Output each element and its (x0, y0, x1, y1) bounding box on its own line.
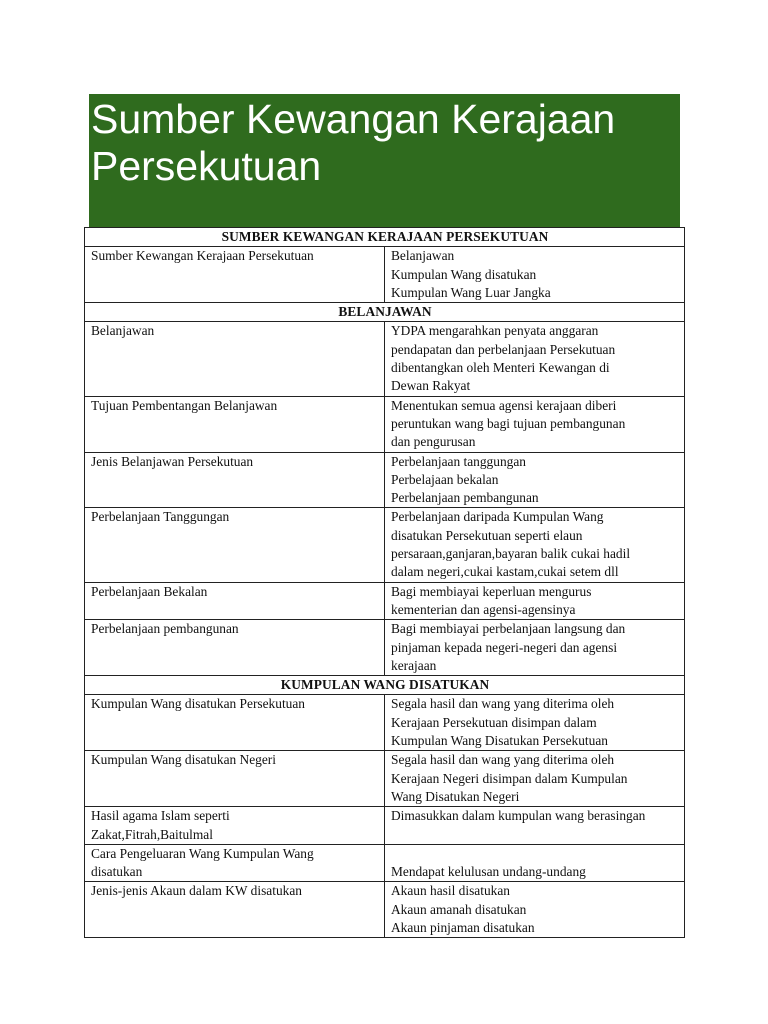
table-row (85, 582, 685, 620)
term-text: Zakat,Fitrah,Baitulmal (91, 826, 213, 842)
description-text: Perbelanjaan pembangunan (391, 490, 539, 506)
description-text: YDPA mengarahkan penyata anggaran (391, 323, 599, 339)
description-cell (385, 452, 685, 508)
description-cell (385, 882, 685, 938)
term-cell (85, 582, 385, 620)
description-text: Segala hasil dan wang yang diterima oleh (391, 752, 615, 768)
description-text: Perbelajaan bekalan (391, 471, 499, 487)
section-heading-row (85, 303, 685, 322)
term-text: Sumber Kewangan Kerajaan Persekutuan (91, 248, 314, 264)
description-text: dibentangkan oleh Menteri Kewangan di (391, 360, 610, 376)
table-row (85, 882, 685, 938)
term-cell (85, 751, 385, 807)
term-cell (85, 695, 385, 751)
description-text: disatukan Persekutuan seperti elaun (391, 527, 583, 543)
table-row (85, 751, 685, 807)
description-text: dan pengurusan (391, 434, 476, 450)
term-cell (85, 396, 385, 452)
page-title-line-2: Persekutuan (91, 143, 322, 189)
table-row (85, 508, 685, 582)
section-heading: KUMPULAN WANG DISATUKAN (85, 676, 685, 695)
description-text: Bagi membiayai perbelanjaan langsung dan (391, 621, 626, 637)
description-text: Belanjawan (391, 248, 455, 264)
description-text: Dewan Rakyat (391, 378, 471, 394)
description-text: persaraan,ganjaran,bayaran balik cukai hadil (391, 546, 631, 562)
description-text: Akaun amanah disatukan (391, 901, 527, 917)
description-text: Dimasukkan dalam kumpulan wang berasingan (391, 808, 646, 824)
description-text: Wang Disatukan Negeri (391, 788, 520, 804)
table-row (85, 807, 685, 845)
description-cell (385, 508, 685, 582)
description-cell (385, 322, 685, 396)
description-text: Kerajaan Persekutuan disimpan dalam (391, 714, 597, 730)
term-cell (85, 807, 385, 845)
term-cell (85, 452, 385, 508)
section-heading: SUMBER KEWANGAN KERAJAAN PERSEKUTUAN (85, 228, 685, 247)
description-text: Kumpulan Wang Luar Jangka (391, 284, 551, 300)
table-row (85, 247, 685, 303)
description-text: Menentukan semua agensi kerajaan diberi (391, 397, 617, 413)
description-text: Perbelanjaan daripada Kumpulan Wang (391, 509, 604, 525)
description-text: Kumpulan Wang Disatukan Persekutuan (391, 733, 608, 749)
finance-table-body (85, 228, 685, 938)
description-cell (385, 695, 685, 751)
term-cell (85, 247, 385, 303)
term-text: Jenis Belanjawan Persekutuan (91, 453, 254, 469)
term-text: Kumpulan Wang disatukan Negeri (91, 752, 276, 768)
term-text: Perbelanjaan pembangunan (91, 621, 239, 637)
term-text: Tujuan Pembentangan Belanjawan (91, 397, 278, 413)
description-text: Akaun hasil disatukan (391, 883, 511, 899)
section-heading: BELANJAWAN (85, 303, 685, 322)
description-text: pendapatan dan perbelanjaan Persekutuan (391, 341, 616, 357)
description-cell (385, 620, 685, 676)
description-text: dalam negeri,cukai kastam,cukai setem dll (391, 564, 619, 580)
term-cell (85, 322, 385, 396)
description-cell (385, 751, 685, 807)
term-text: Perbelanjaan Bekalan (91, 583, 208, 599)
term-cell (85, 620, 385, 676)
description-text: Perbelanjaan tanggungan (391, 453, 526, 469)
description-text (391, 845, 679, 863)
table-row (85, 620, 685, 676)
description-cell (385, 807, 685, 845)
description-text: kerajaan (391, 657, 437, 673)
term-cell (85, 508, 385, 582)
page-title-banner (89, 94, 680, 227)
description-text: Kumpulan Wang disatukan (391, 266, 537, 282)
description-cell (385, 582, 685, 620)
term-text: Perbelanjaan Tanggungan (91, 509, 230, 525)
term-text: disatukan (91, 864, 143, 880)
term-text: Cara Pengeluaran Wang Kumpulan Wang (91, 845, 314, 861)
table-row (85, 396, 685, 452)
description-text: Kerajaan Negeri disimpan dalam Kumpulan (391, 770, 628, 786)
description-cell (385, 844, 685, 882)
description-text: Segala hasil dan wang yang diterima oleh (391, 696, 615, 712)
description-cell (385, 396, 685, 452)
description-text: Bagi membiayai keperluan mengurus (391, 583, 592, 599)
term-cell (85, 844, 385, 882)
table-row (85, 322, 685, 396)
description-text: Mendapat kelulusan undang-undang (391, 864, 586, 880)
table-row (85, 695, 685, 751)
term-cell (85, 882, 385, 938)
description-text: kementerian dan agensi-agensinya (391, 601, 576, 617)
term-text: Jenis-jenis Akaun dalam KW disatukan (91, 883, 302, 899)
finance-table (84, 227, 685, 938)
description-text: Akaun pinjaman disatukan (391, 919, 535, 935)
table-row (85, 844, 685, 882)
term-text: Kumpulan Wang disatukan Persekutuan (91, 696, 306, 712)
section-heading-row (85, 228, 685, 247)
description-text: pinjaman kepada negeri-negeri dan agensi (391, 639, 618, 655)
description-text: peruntukan wang bagi tujuan pembangunan (391, 415, 626, 431)
page-title-line-1: Sumber Kewangan Kerajaan (91, 96, 616, 142)
section-heading-row (85, 676, 685, 695)
description-cell (385, 247, 685, 303)
term-text: Hasil agama Islam seperti (91, 808, 230, 824)
table-row (85, 452, 685, 508)
term-text: Belanjawan (91, 323, 155, 339)
